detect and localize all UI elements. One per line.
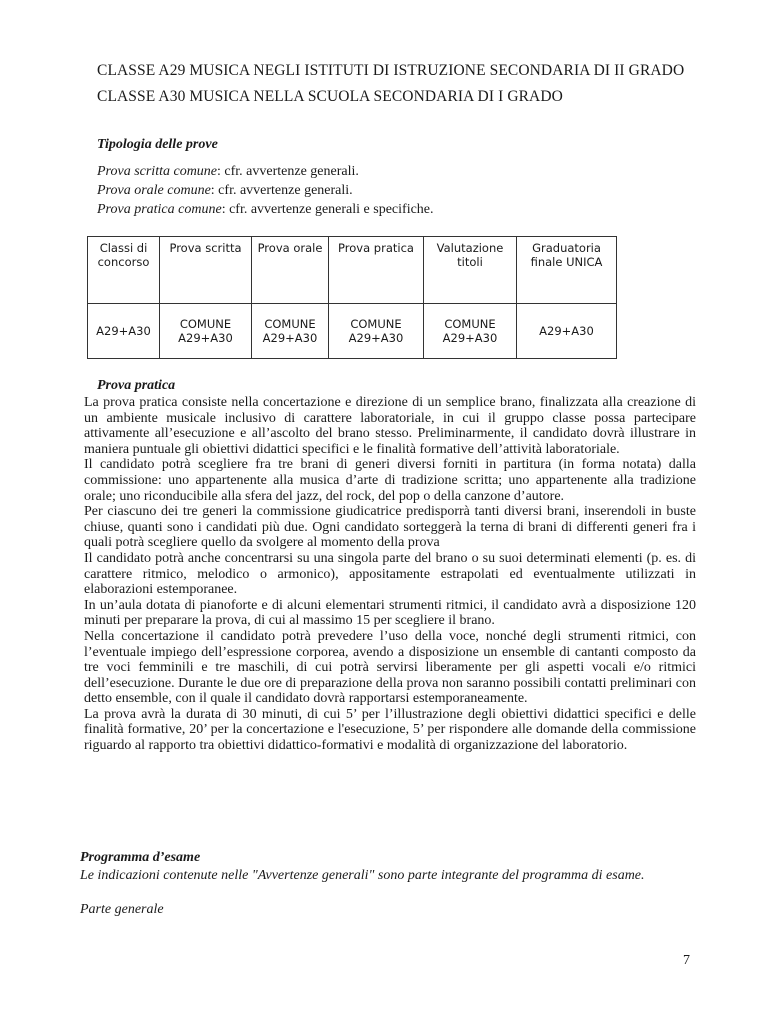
table-cell: A29+A30 [88, 304, 160, 359]
table-header-cell: Valutazione titoli [424, 237, 517, 304]
table-cell: COMUNE A29+A30 [160, 304, 252, 359]
prova-pratica-body [84, 395, 696, 754]
table-row [88, 304, 617, 359]
parte-generale-heading: Parte generale [80, 902, 164, 917]
table-header-cell: Prova scritta [160, 237, 252, 304]
tipologia-item: Prova scritta comune: cfr. avvertenze generali. [97, 164, 359, 179]
paragraph: In un’aula dotata di pianoforte e di alcuni elementari strumenti ritmici, il candidato avrà a disposizione 120 minuti per preparare la prova, di cui al massimo 15 per scegliere il brano. [84, 597, 696, 629]
class-title-a30: CLASSE A30 MUSICA NELLA SCUOLA SECONDARIA DI I GRADO [97, 88, 563, 105]
tipologia-heading: Tipologia delle prove [97, 137, 218, 152]
tipologia-list [97, 162, 434, 219]
table-cell: COMUNE A29+A30 [252, 304, 329, 359]
page-number: 7 [683, 953, 690, 968]
table-cell: COMUNE A29+A30 [329, 304, 424, 359]
prova-pratica-heading: Prova pratica [97, 378, 176, 393]
paragraph: Nella concertazione il candidato potrà prevedere l’uso della voce, nonché degli strumenti ritmici, con l’eventuale impiego dell’espressione corporea, avendo a disposizione un ensemble di cantanti composto da tre voci femminili e tre maschili, di cui potrà servirsi liberamente per gli aspetti vocali e/o ritmici dell’esecuzione. Durante le due ore di preparazione della prova non saranno possibili contatti preliminari con detto ensemble, con il quale il candidato dovrà rapportarsi estemporaneamente. [84, 628, 696, 707]
paragraph: La prova avrà la durata di 30 minuti, di cui 5’ per l’illustrazione degli obiettivi didattici specifici e delle finalità formative, 20’ per la concertazione e l'esecuzione, 5’ per rispondere alle domande della commissione riguardo al rapporto tra obiettivi didattico-formativi e modalità di organizzazione del laboratorio. [84, 706, 696, 754]
table-header-cell: Graduatoria finale UNICA [517, 237, 617, 304]
table-header-row [88, 237, 617, 304]
paragraph: Per ciascuno dei tre generi la commissione giudicatrice predisporrà tanti diversi brani, inserendoli in buste chiuse, quanti sono i candidati più due. Ogni candidato sorteggerà la terna di brani di differenti generi fra i quali potrà scegliere quello da svolgere al momento della prova [84, 504, 696, 551]
paragraph: Il candidato potrà anche concentrarsi su una singola parte del brano o su suoi determinati elementi (p. es. di carattere ritmico, melodico o armonico), appositamente estrapolati ed eventualmente utilizzati in elaborazioni estemporanee. [84, 550, 696, 598]
table-cell: COMUNE A29+A30 [424, 304, 517, 359]
table-header-cell: Prova orale [252, 237, 329, 304]
programma-heading: Programma d’esame [80, 850, 201, 865]
tipologia-item: Prova orale comune: cfr. avvertenze generali. [97, 183, 353, 198]
tipologia-item: Prova pratica comune: cfr. avvertenze generali e specifiche. [97, 202, 434, 217]
programma-text: Le indicazioni contenute nelle "Avvertenze generali" sono parte integrante del programma di esame. [80, 868, 645, 883]
table-cell: A29+A30 [517, 304, 617, 359]
table-header-cell: Prova pratica [329, 237, 424, 304]
class-title-a29: CLASSE A29 MUSICA NEGLI ISTITUTI DI ISTRUZIONE SECONDARIA DI II GRADO [97, 62, 685, 79]
paragraph: Il candidato potrà scegliere fra tre brani di generi diversi forniti in partitura (in forma notata) dalla commissione: uno appartenente alla musica d’arte di tradizione scritta; uno appartenente alla tradizione orale; uno riconducibile alla sfera del jazz, del rock, del pop o della canzone d’autore. [84, 457, 696, 504]
table-header-cell: Classi di concorso [88, 237, 160, 304]
prove-table [87, 236, 617, 359]
paragraph: La prova pratica consiste nella concertazione e direzione di un semplice brano, finalizzata alla creazione di un ambiente musicale inclusivo di carattere laboratoriale, in cui il gruppo classe possa partecipare attivamente all’esecuzione e all’ascolto del brano stesso. Preliminarmente, il candidato dovrà illustrare in maniera puntuale gli obiettivi didattici specifici e le finalità formative dell’attività laboratoriale. [84, 395, 696, 457]
